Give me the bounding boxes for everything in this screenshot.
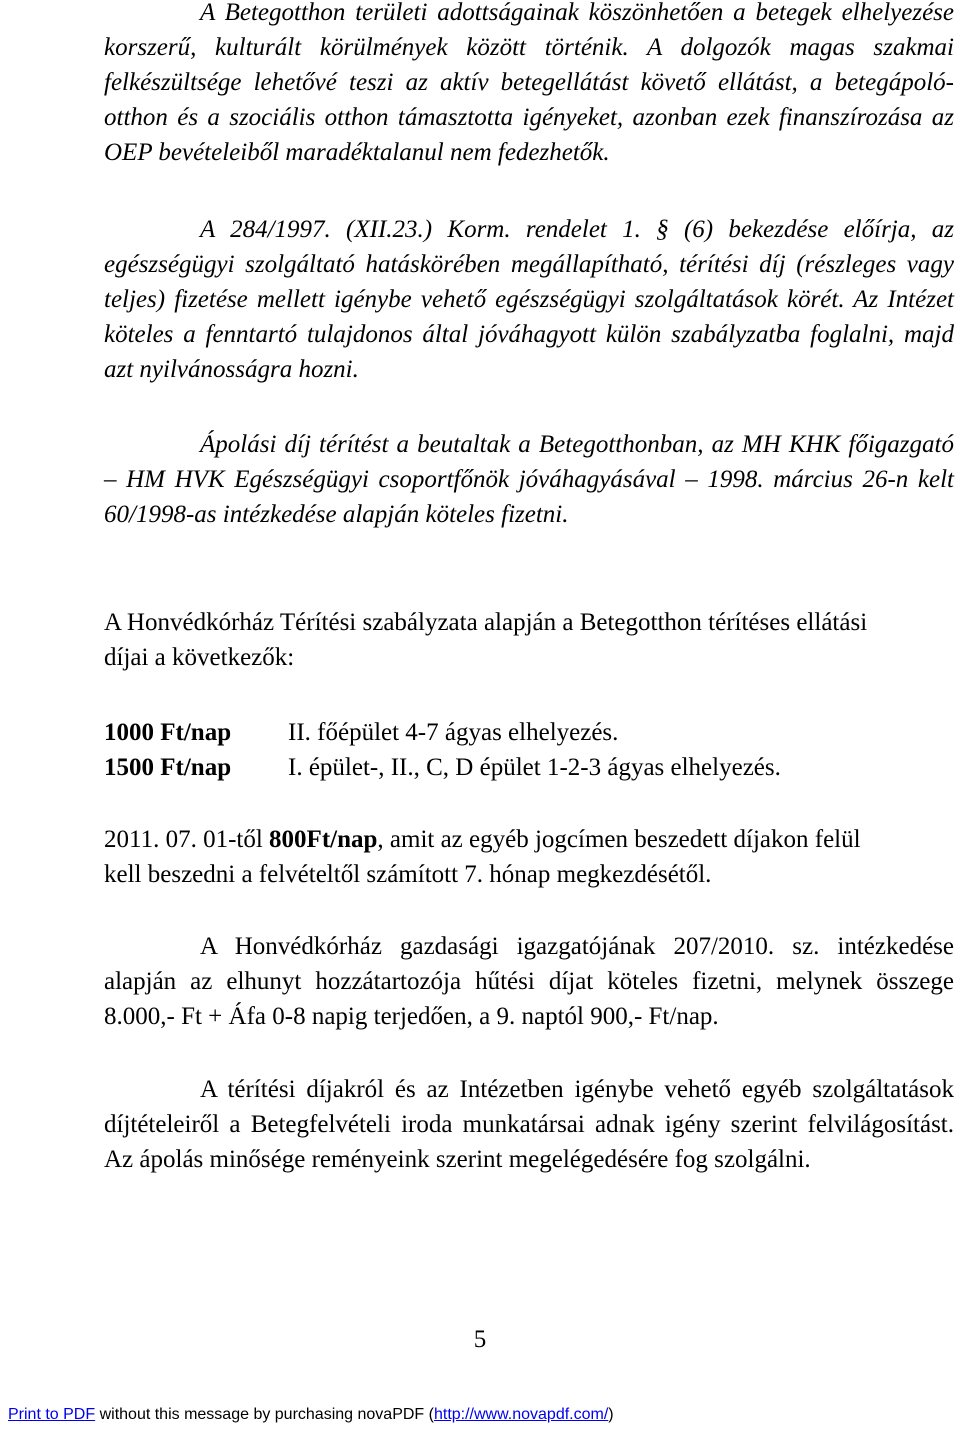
new-fee-amount: 800Ft/nap <box>269 826 378 853</box>
price-description: II. főépület 4-7 ágyas elhelyezés. <box>288 719 619 746</box>
price-amount: 1500 Ft/nap <box>104 754 232 781</box>
paragraph-information: A térítési díjakról és az Intézetben igénybe vehető egyéb szolgáltatások díjtételeiről a Betegfelvételi iroda munkatársai adnak igény szerint felvilágosítást. Az ápolás minősége reményeink szerint megelégedésére fog szolgálni. <box>104 1076 954 1173</box>
footer-message: without this message by purchasing novaPDF ( <box>95 1406 434 1423</box>
price-row-1000 <box>104 715 618 750</box>
price-description: I. épület-, II., C, D épület 1-2-3 ágyas elhelyezés. <box>288 754 781 781</box>
new-fee-date: 2011. 07. 01-től <box>104 826 270 853</box>
paragraph-fee-intro: A Honvédkórház Térítési szabályzata alapján a Betegotthon térítéses ellátási díjai a következők: <box>104 609 868 671</box>
price-amount: 1000 Ft/nap <box>104 719 232 746</box>
pdf-footer <box>8 1404 614 1426</box>
paragraph-intro: A Betegotthon területi adottságainak köszönhetően a betegek elhelyezése korszerű, kulturált körülmények között történik. A dolgozók magas szakmai felkészültsége lehetővé teszi az aktív betegellátást követő ellátást, a betegápoló-otthon és a szociális otthon támasztotta igényeket, azonban ezek finanszírozása az OEP bevételeiből maradéktalanul nem fedezhetők. <box>104 0 954 166</box>
price-row-1500 <box>104 750 781 785</box>
new-fee-description: , amit az egyéb jogcímen beszedett díjakon felül kell beszedni a felvételtől számított 7. hónap megkezdésétől. <box>104 826 861 888</box>
paragraph-regulation: A 284/1997. (XII.23.) Korm. rendelet 1. § (6) bekezdése előírja, az egészségügyi szolgáltató hatáskörében megállapítható, térítési díj (részleges vagy teljes) fizetése mellett igénybe vehető egészségügyi szolgáltatások körét. Az Intézet köteles a fenntartó tulajdonos által jóváhagyott külön szabályzatba foglalni, majd azt nyilvánosságra hozni. <box>104 216 954 383</box>
footer-close-paren: ) <box>608 1406 614 1423</box>
page-number: 5 <box>473 1326 487 1353</box>
paragraph-cooling-fee: A Honvédkórház gazdasági igazgatójának 207/2010. sz. intézkedése alapján az elhunyt hozzátartozója hűtési díjat köteles fizetni, melynek összege 8.000,- Ft + Áfa 0-8 napig terjedően, a 9. naptól 900,- Ft/nap. <box>104 933 954 1030</box>
paragraph-fee-obligation: Ápolási díj térítést a beutaltak a Betegotthonban, az MH KHK főigazgató – HM HVK Egészségügyi csoportfőnök jóváhagyásával – 1998. március 26-n kelt 60/1998-as intézkedése alapján köteles fizetni. <box>104 431 954 528</box>
paragraph-new-fee <box>104 822 894 892</box>
novapdf-link[interactable]: http://www.novapdf.com/ <box>433 1406 609 1423</box>
print-to-pdf-link[interactable]: Print to PDF <box>8 1406 96 1423</box>
